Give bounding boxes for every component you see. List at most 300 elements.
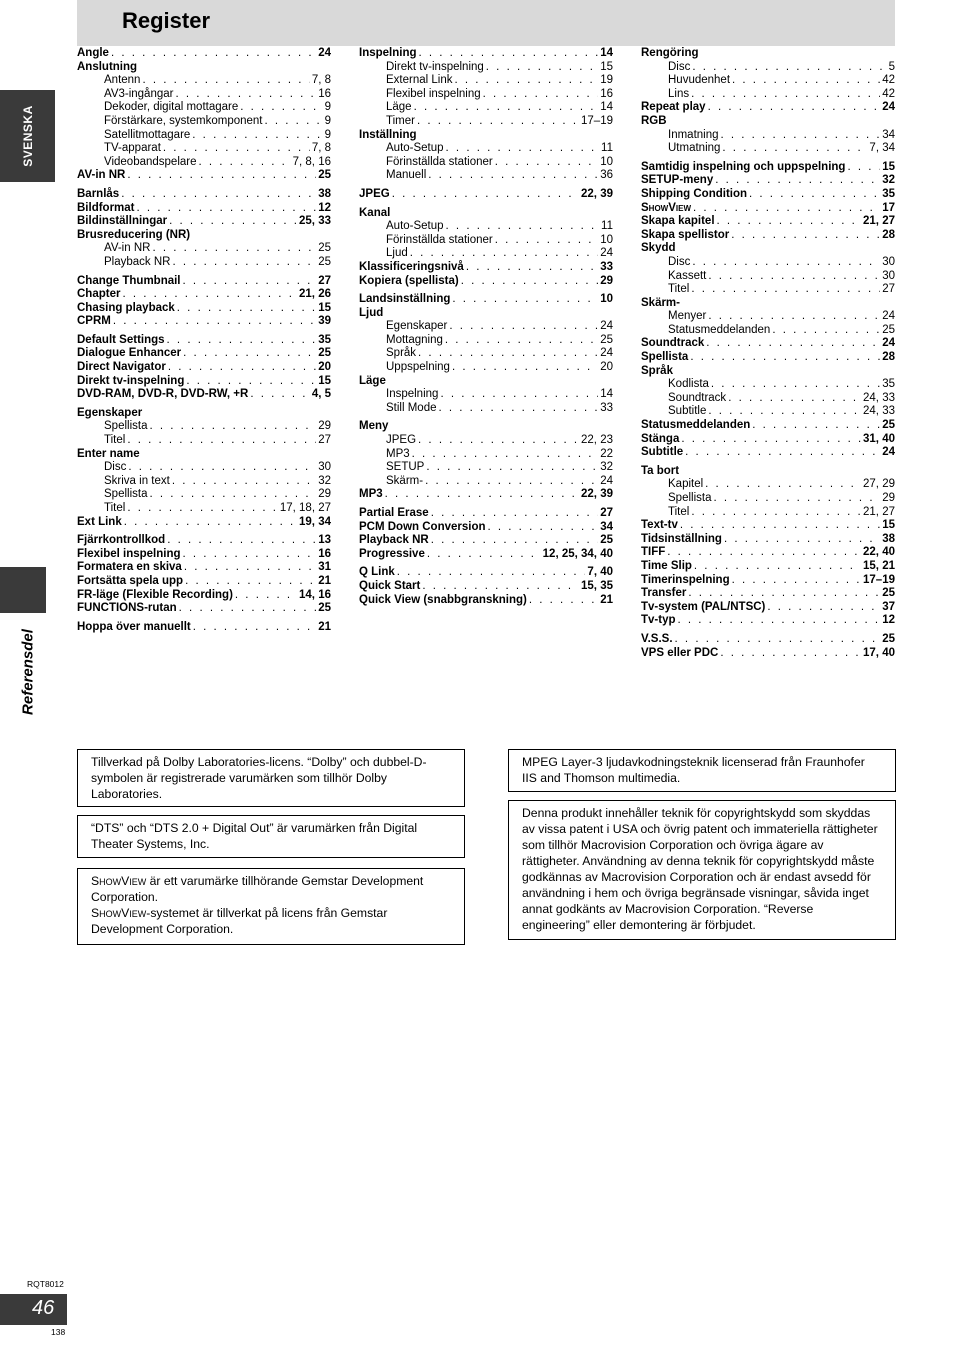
- index-term: Formatera en skiva: [77, 561, 182, 574]
- macrovision-notice: [508, 800, 896, 940]
- index-page-ref: 42: [882, 87, 895, 100]
- index-entry: [77, 361, 331, 375]
- dot-leader: [708, 310, 880, 324]
- index-page-ref: 17, 40: [863, 646, 895, 659]
- index-term: Språk: [641, 364, 673, 377]
- index-page-ref: 39: [318, 315, 331, 328]
- index-entry: [359, 101, 613, 115]
- index-entry: [359, 275, 613, 289]
- index-term: CPRM: [77, 315, 111, 328]
- index-page-ref: 11: [601, 142, 613, 155]
- index-entry: [641, 142, 895, 156]
- index-page-ref: 35: [318, 333, 331, 346]
- index-term: Utmatning: [668, 142, 721, 155]
- dot-leader: [691, 506, 861, 520]
- index-entry: [77, 575, 331, 589]
- index-entry: [77, 275, 331, 289]
- index-page-ref: 22, 39: [581, 488, 613, 501]
- index-term: V.S.S.: [641, 632, 673, 645]
- index-entry: [77, 488, 331, 502]
- dot-leader: [690, 351, 880, 365]
- index-entry: [641, 365, 895, 379]
- index-term: Playback NR: [359, 534, 429, 547]
- index-term: Repeat play: [641, 101, 706, 114]
- index-term: SETUP-meny: [641, 174, 714, 187]
- index-term: Inspelning: [359, 47, 417, 59]
- dot-leader: [412, 448, 599, 462]
- dot-leader: [167, 534, 316, 548]
- index-page-ref: 37: [882, 600, 895, 613]
- index-term: Shipping Condition: [641, 187, 748, 200]
- dot-leader: [772, 324, 880, 338]
- index-page-ref: 13: [318, 534, 331, 547]
- index-entry: [77, 434, 331, 448]
- index-term: Q Link: [359, 566, 395, 579]
- index-page-ref: 34: [600, 520, 613, 533]
- page-subnumber: 138: [51, 1327, 66, 1337]
- index-term: Bildinställningar: [77, 215, 168, 228]
- index-term: RGB: [641, 114, 667, 127]
- index-page-ref: 38: [882, 532, 895, 545]
- index-page-ref: 25: [882, 419, 895, 432]
- index-entry: [359, 129, 613, 143]
- index-entry: [77, 388, 331, 402]
- index-term: SETUP: [386, 461, 425, 474]
- index-page-ref: 27: [318, 274, 331, 287]
- index-entry: [77, 74, 331, 88]
- index-term: Mottagning: [386, 333, 443, 346]
- dot-leader: [681, 433, 861, 447]
- dot-leader: [149, 420, 316, 434]
- index-entry: [359, 461, 613, 475]
- index-term: PCM Down Conversion: [359, 520, 486, 533]
- index-entry: [641, 115, 895, 129]
- index-page-ref: 42: [882, 74, 895, 87]
- dot-leader: [397, 566, 586, 580]
- index-term: Ta bort: [641, 464, 680, 477]
- index-entry: [359, 375, 613, 389]
- dot-leader: [418, 434, 579, 448]
- dot-leader: [193, 621, 316, 635]
- index-page-ref: 22: [600, 447, 613, 460]
- dot-leader: [417, 115, 579, 129]
- index-entry: [359, 188, 613, 202]
- index-page-ref: 25: [882, 587, 895, 600]
- index-page-ref: 27: [600, 507, 613, 519]
- mpeg-notice-text: MPEG Layer-3 ljudavkodningsteknik licenserad från Fraunhofer IIS and Thomson multimedia.: [522, 755, 865, 785]
- dot-leader: [452, 293, 598, 307]
- index-page-ref: 35: [882, 378, 895, 391]
- dot-leader: [706, 337, 880, 351]
- dot-leader: [122, 288, 297, 302]
- index-entry: [359, 220, 613, 234]
- index-term: Enter name: [77, 447, 140, 460]
- dot-leader: [708, 270, 880, 284]
- showview-notice: [77, 868, 465, 945]
- index-entry: [77, 461, 331, 475]
- index-entry: [77, 242, 331, 256]
- index-term: ShowView: [641, 201, 692, 214]
- index-page-ref: 24: [600, 474, 613, 487]
- dot-leader: [708, 405, 861, 419]
- index-term: Hoppa över manuellt: [77, 620, 191, 633]
- dot-leader: [693, 202, 880, 216]
- index-page-ref: 24, 33: [863, 391, 895, 404]
- index-term: Landsinställning: [359, 293, 451, 306]
- index-term: Chapter: [77, 288, 121, 301]
- index-term: Flexibel inspelning: [77, 547, 181, 560]
- index-page-ref: 33: [600, 401, 613, 414]
- dot-leader: [149, 488, 316, 502]
- index-term: Default Settings: [77, 333, 165, 346]
- index-term: Soundtrack: [668, 391, 727, 404]
- index-term: Skapa spellistor: [641, 228, 730, 241]
- dot-leader: [183, 347, 316, 361]
- dot-leader: [767, 601, 880, 615]
- index-page-ref: 36: [600, 169, 613, 182]
- index-page-ref: 30: [882, 255, 895, 268]
- index-term: Videobandspelare: [104, 155, 197, 168]
- index-entry: [77, 602, 331, 616]
- showview-notice-line-2: [91, 905, 451, 937]
- dot-leader: [713, 492, 880, 506]
- index-term: Kodlista: [668, 378, 709, 391]
- index-entry: [641, 560, 895, 574]
- index-term: Timer: [386, 114, 415, 127]
- index-term: Subtitle: [641, 446, 684, 459]
- index-page-ref: 25: [600, 333, 613, 346]
- index-term: JPEG: [359, 187, 390, 200]
- index-page-ref: 21, 26: [299, 288, 331, 301]
- dot-leader: [121, 188, 316, 202]
- dot-leader: [184, 561, 316, 575]
- index-term: Spellista: [641, 351, 689, 364]
- index-page-ref: 30: [318, 461, 331, 474]
- index-term: Text-tv: [641, 519, 678, 532]
- dot-leader: [183, 548, 317, 562]
- dot-leader: [732, 574, 861, 588]
- dot-leader: [175, 88, 316, 102]
- index-entry: [77, 129, 331, 143]
- dot-leader: [708, 101, 881, 115]
- dot-leader: [137, 202, 317, 216]
- index-entry: [359, 261, 613, 275]
- index-column-3: [641, 47, 895, 660]
- dot-leader: [113, 315, 316, 329]
- index-entry: [77, 407, 331, 421]
- index-entry: [359, 169, 613, 183]
- index-page-ref: 29: [882, 492, 895, 504]
- dot-leader: [422, 580, 579, 594]
- dot-leader: [111, 47, 316, 61]
- index-term: Auto-Setup: [386, 220, 444, 233]
- index-page-ref: 24: [318, 47, 331, 59]
- section-marker: [0, 567, 46, 613]
- index-entry: [641, 392, 895, 406]
- index-entry: [77, 142, 331, 156]
- index-page-ref: 17, 18, 27: [279, 502, 331, 514]
- index-entry: [359, 334, 613, 348]
- dot-leader: [445, 334, 598, 348]
- index-page-ref: 7, 40: [587, 566, 613, 579]
- index-entry: [641, 256, 895, 270]
- index-entry: [641, 337, 895, 351]
- index-page-ref: 10: [600, 155, 613, 168]
- index-page-ref: 17–19: [581, 114, 613, 127]
- index-entry: [641, 601, 895, 615]
- index-page-ref: 24, 33: [863, 405, 895, 418]
- dot-leader: [722, 142, 867, 156]
- index-entry: [641, 88, 895, 102]
- index-term: DVD-RAM, DVD-R, DVD-RW, +R: [77, 388, 249, 401]
- index-term: AV3-ingångar: [104, 87, 174, 100]
- index-entry: [359, 594, 613, 608]
- index-term: Inställning: [359, 128, 417, 141]
- index-page-ref: 24: [882, 310, 895, 323]
- index-term: Titel: [104, 434, 126, 447]
- index-page-ref: 14, 16: [299, 588, 331, 601]
- document-code: RQT8012: [27, 1279, 64, 1289]
- language-tab: [0, 90, 55, 182]
- dot-leader: [127, 169, 316, 183]
- index-page-ref: 32: [882, 174, 895, 187]
- index-entry: [641, 633, 895, 647]
- index-term: Partial Erase: [359, 507, 429, 519]
- index-entry: [359, 507, 613, 521]
- index-term: Anslutning: [77, 60, 138, 73]
- index-term: Inmatning: [668, 128, 719, 141]
- index-term: Quick Start: [359, 579, 421, 592]
- index-entry: [77, 334, 331, 348]
- index-page-ref: 11: [601, 220, 613, 233]
- dot-leader: [446, 220, 600, 234]
- index-term: Huvudenhet: [668, 74, 731, 87]
- dot-leader: [691, 88, 880, 102]
- index-entry: [641, 614, 895, 628]
- dot-leader: [720, 647, 861, 661]
- index-entry: [359, 420, 613, 434]
- index-page-ref: 12: [318, 201, 331, 214]
- index-entry: [359, 61, 613, 75]
- dot-leader: [169, 215, 297, 229]
- dot-leader: [177, 302, 316, 316]
- index-page-ref: 15, 35: [581, 579, 613, 592]
- index-page-ref: 9: [324, 114, 331, 127]
- index-page-ref: 21, 27: [863, 215, 895, 228]
- index-page-ref: 34: [882, 128, 895, 141]
- index-term: Ljud: [359, 306, 384, 319]
- dot-leader: [711, 378, 880, 392]
- index-entry: [641, 101, 895, 115]
- index-term: Kassett: [668, 269, 707, 282]
- index-term: Chasing playback: [77, 301, 175, 314]
- index-entry: [641, 47, 895, 61]
- index-term: Ext Link: [77, 515, 122, 528]
- dot-leader: [127, 502, 278, 516]
- dot-leader: [192, 129, 322, 143]
- index-entry: [641, 587, 895, 601]
- index-entry: [77, 188, 331, 202]
- dot-leader: [128, 461, 316, 475]
- dot-leader: [439, 402, 599, 416]
- index-page-ref: 24: [600, 347, 613, 360]
- index-term: Soundtrack: [641, 337, 705, 350]
- index-page-ref: 15: [882, 519, 895, 532]
- index-term: Titel: [104, 502, 126, 514]
- index-entry: [77, 115, 331, 129]
- index-entry: [77, 229, 331, 243]
- index-term: Transfer: [641, 587, 687, 600]
- section-label: Referensdel: [19, 629, 37, 715]
- index-term: Statusmeddelanden: [641, 419, 751, 432]
- index-entry: [641, 324, 895, 338]
- index-term: Skapa kapitel: [641, 215, 715, 228]
- index-entry: [641, 310, 895, 324]
- dot-leader: [163, 142, 310, 156]
- dot-leader: [179, 602, 317, 616]
- dot-leader: [167, 334, 317, 348]
- dot-leader: [440, 388, 598, 402]
- index-entry: [77, 315, 331, 329]
- dot-leader: [847, 161, 880, 175]
- index-term: Kapitel: [668, 478, 704, 491]
- index-term: Läge: [386, 101, 412, 114]
- index-entry: [641, 574, 895, 588]
- index-term: Change Thumbnail: [77, 274, 181, 287]
- index-page-ref: 29: [318, 420, 331, 433]
- dot-leader: [728, 392, 861, 406]
- index-page-ref: 25: [882, 323, 895, 336]
- index-term: Stänga: [641, 432, 680, 445]
- index-term: Tv-system (PAL/NTSC): [641, 600, 766, 613]
- index-page-ref: 7, 8: [311, 142, 331, 155]
- index-term: Inspelning: [386, 388, 439, 401]
- index-entry: [77, 302, 331, 316]
- dot-leader: [431, 507, 599, 521]
- index-entry: [77, 88, 331, 102]
- dot-leader: [685, 446, 880, 460]
- index-entry: [641, 478, 895, 492]
- index-term: Skriva in text: [104, 474, 170, 487]
- index-entry: [641, 61, 895, 75]
- index-page-ref: 22, 23: [581, 434, 613, 447]
- dot-leader: [385, 488, 579, 502]
- index-entry: [641, 202, 895, 216]
- index-term: Flexibel inspelning: [386, 87, 481, 100]
- index-page-ref: 7, 8, 16: [292, 155, 331, 168]
- dot-leader: [427, 548, 541, 562]
- index-term: Egenskaper: [77, 406, 143, 419]
- dot-leader: [488, 521, 599, 535]
- index-page-ref: 7, 8: [311, 74, 331, 87]
- index-term: Rengöring: [641, 47, 699, 59]
- dot-leader: [127, 434, 316, 448]
- index-term: VPS eller PDC: [641, 646, 719, 659]
- index-term: Angle: [77, 47, 109, 59]
- index-term: Bildformat: [77, 201, 135, 214]
- index-entry: [641, 519, 895, 533]
- dot-leader: [721, 129, 881, 143]
- dot-leader: [454, 74, 598, 88]
- index-entry: [359, 488, 613, 502]
- index-entry: [77, 420, 331, 434]
- index-entry: [359, 47, 613, 61]
- index-term: Lins: [668, 87, 690, 100]
- index-page-ref: 9: [324, 128, 331, 141]
- index-page-ref: 12: [882, 614, 895, 627]
- page-number: 46: [32, 1297, 55, 1319]
- dot-leader: [186, 375, 316, 389]
- index-entry: [77, 475, 331, 489]
- index-entry: [641, 533, 895, 547]
- index-page-ref: 12, 25, 34, 40: [542, 547, 613, 560]
- dot-leader: [680, 519, 880, 533]
- index-page-ref: 25: [318, 169, 331, 182]
- index-entry: [77, 375, 331, 389]
- index-entry: [641, 465, 895, 479]
- index-entry: [77, 561, 331, 575]
- index-entry: [77, 548, 331, 562]
- dot-leader: [529, 594, 598, 608]
- index-page-ref: 22, 40: [863, 546, 895, 559]
- dot-leader: [486, 61, 598, 75]
- index-entry: [641, 433, 895, 447]
- index-entry: [77, 156, 331, 170]
- index-entry: [359, 156, 613, 170]
- index-entry: [77, 621, 331, 635]
- index-term: FUNCTIONS-rutan: [77, 602, 177, 615]
- index-page-ref: 14: [600, 101, 613, 114]
- index-term: Tidsinställning: [641, 532, 722, 545]
- index-term: Spellista: [104, 420, 148, 433]
- dot-leader: [688, 587, 880, 601]
- index-page-ref: 29: [318, 488, 331, 501]
- index-page-ref: 25: [318, 347, 331, 360]
- index-entry: [77, 47, 331, 61]
- index-entry: [359, 307, 613, 321]
- index-page-ref: 24: [600, 247, 613, 260]
- index-column-1: [77, 47, 331, 634]
- index-page-ref: 25: [318, 602, 331, 615]
- index-entry: [77, 61, 331, 75]
- index-term: AV-in NR: [77, 169, 126, 182]
- index-page-ref: 25: [318, 242, 331, 255]
- index-term: Playback NR: [104, 255, 171, 268]
- index-entry: [359, 448, 613, 462]
- dot-leader: [692, 61, 886, 75]
- index-term: TV-apparat: [104, 142, 161, 155]
- dot-leader: [250, 388, 309, 402]
- index-page-ref: 10: [600, 233, 613, 246]
- dot-leader: [715, 174, 880, 188]
- index-page-ref: 33: [600, 260, 613, 273]
- dot-leader: [692, 256, 880, 270]
- dot-leader: [168, 361, 316, 375]
- dot-leader: [392, 188, 579, 202]
- index-page-ref: 19: [600, 74, 613, 87]
- index-term: Titel: [668, 505, 690, 518]
- dot-leader: [185, 575, 316, 589]
- index-page-ref: 17: [882, 201, 895, 214]
- index-page-ref: 15, 21: [863, 559, 895, 572]
- dot-leader: [419, 47, 599, 61]
- index-page-ref: 7, 34: [869, 142, 895, 155]
- dot-leader: [691, 283, 880, 297]
- index-page-ref: 27: [882, 283, 895, 296]
- index-entry: [359, 548, 613, 562]
- showview-notice-text-2: -systemet är tillverkat på licens från Gemstar Development Corporation.: [91, 906, 388, 936]
- index-entry: [641, 647, 895, 661]
